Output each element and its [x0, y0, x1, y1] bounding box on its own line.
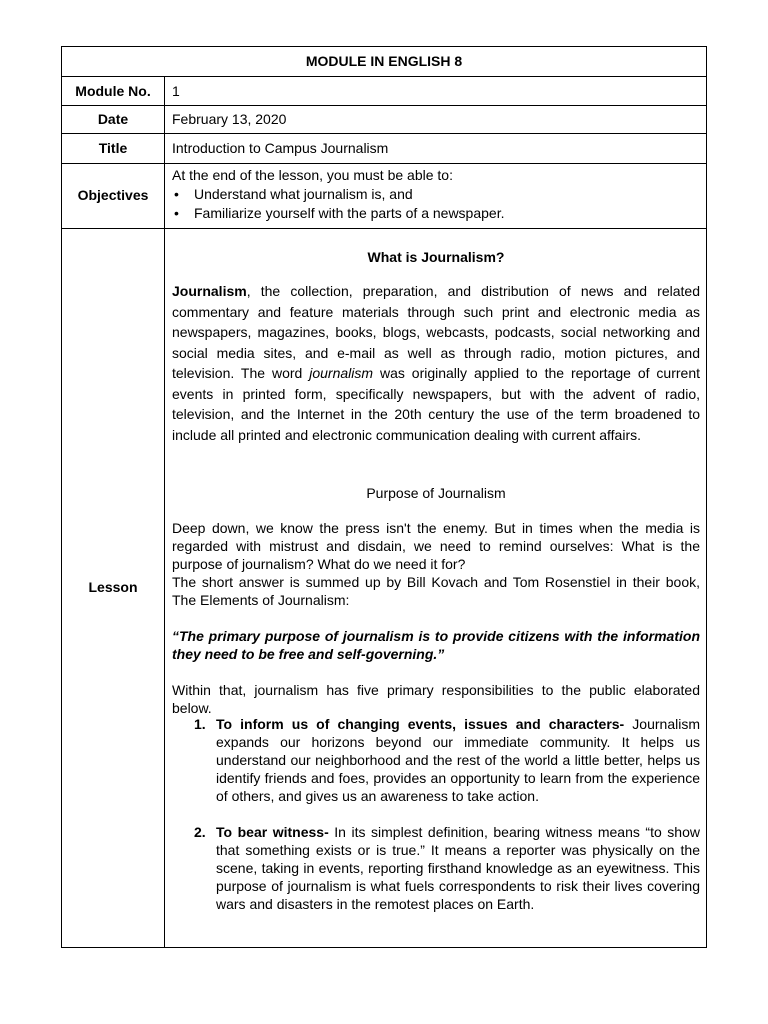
module-title-row: [62, 47, 706, 76]
item-text: In its simplest definition, bearing witness means “to show that something exists or is true.” It means a reporter was physically on the scene, taking in events, reporting firsthand knowledge as an eyewitness. This purpose of journalism is what fuels correspondents to risk their lives covering wars and disasters in the remotest places on Earth.: [216, 824, 700, 912]
date-row: [62, 105, 706, 133]
list-item: [194, 715, 700, 805]
journalism-definition: [172, 281, 700, 445]
module-no-value: 1: [172, 83, 180, 99]
responsibilities-intro: Within that, journalism has five primary responsibilities to the public elaborated below.: [172, 682, 700, 716]
purpose-quote: “The primary purpose of journalism is to provide citizens with the information they need to be free and self-governing.”: [172, 628, 700, 662]
date-label: Date: [97, 111, 129, 127]
definition-italic: journalism: [309, 365, 374, 381]
objectives-list: [172, 166, 504, 223]
item-number: 1.: [194, 716, 206, 732]
title-row: [62, 133, 706, 163]
purpose-paragraph: [172, 519, 700, 609]
objective-item: • Familiarize yourself with the parts of a newspaper.: [172, 204, 504, 223]
module-no-label: Module No.: [75, 83, 151, 99]
responsibilities-list: [194, 715, 700, 913]
lesson-label: Lesson: [88, 579, 138, 595]
title-label: Title: [98, 140, 128, 156]
definition-text-1: , the collection, preparation, and distribution of news and related commentary and feature materials through such print and electronic media as newspapers, magazines, books, blogs, webcasts, podcasts, social networking and social media sites, and e-mail as well as through radio, motion pictures, and television. The word: [172, 283, 700, 381]
date-value: February 13, 2020: [172, 111, 287, 127]
list-item: [194, 823, 700, 913]
objectives-intro: At the end of the lesson, you must be able to:: [172, 167, 453, 183]
short-answer: The short answer is summed up by Bill Kovach and Tom Rosenstiel in their book, The Elements of Journalism:: [172, 574, 700, 608]
definition-text-2: was originally applied to the reportage of current events in printed form, specifically newspapers, but with the advent of radio, television, and the Internet in the 20th century the use of the term broadened to include all printed and electronic communication dealing with current affairs.: [172, 365, 701, 443]
objectives-label: Objectives: [77, 187, 149, 203]
item-lead: To bear witness-: [216, 824, 329, 840]
objective-item: • Understand what journalism is, and: [172, 185, 504, 204]
item-lead: To inform us of changing events, issues and characters-: [216, 716, 625, 732]
module-no-row: [62, 76, 706, 105]
module-title: MODULE IN ENGLISH 8: [305, 53, 463, 69]
purpose-text: Deep down, we know the press isn't the enemy. But in times when the media is regarded with mistrust and disdain, we need to remind ourselves: What is the purpose of journalism? What do we need it for?: [172, 520, 700, 572]
module-table: [61, 46, 707, 948]
definition-term: Journalism: [172, 283, 247, 299]
item-number: 2.: [194, 824, 206, 840]
lesson-heading: What is Journalism?: [367, 249, 505, 265]
purpose-heading: Purpose of Journalism: [366, 485, 506, 501]
item-text: Journalism expands our horizons beyond our immediate community. It helps us understand our neighborhood and the rest of the world a little better, helps us identify friends and foes, provides an opportunity to learn from the experience of others, and gives us an awareness to take action.: [216, 716, 700, 804]
title-value: Introduction to Campus Journalism: [172, 140, 389, 156]
objectives-row: [62, 163, 706, 228]
lesson-row: [62, 228, 706, 947]
